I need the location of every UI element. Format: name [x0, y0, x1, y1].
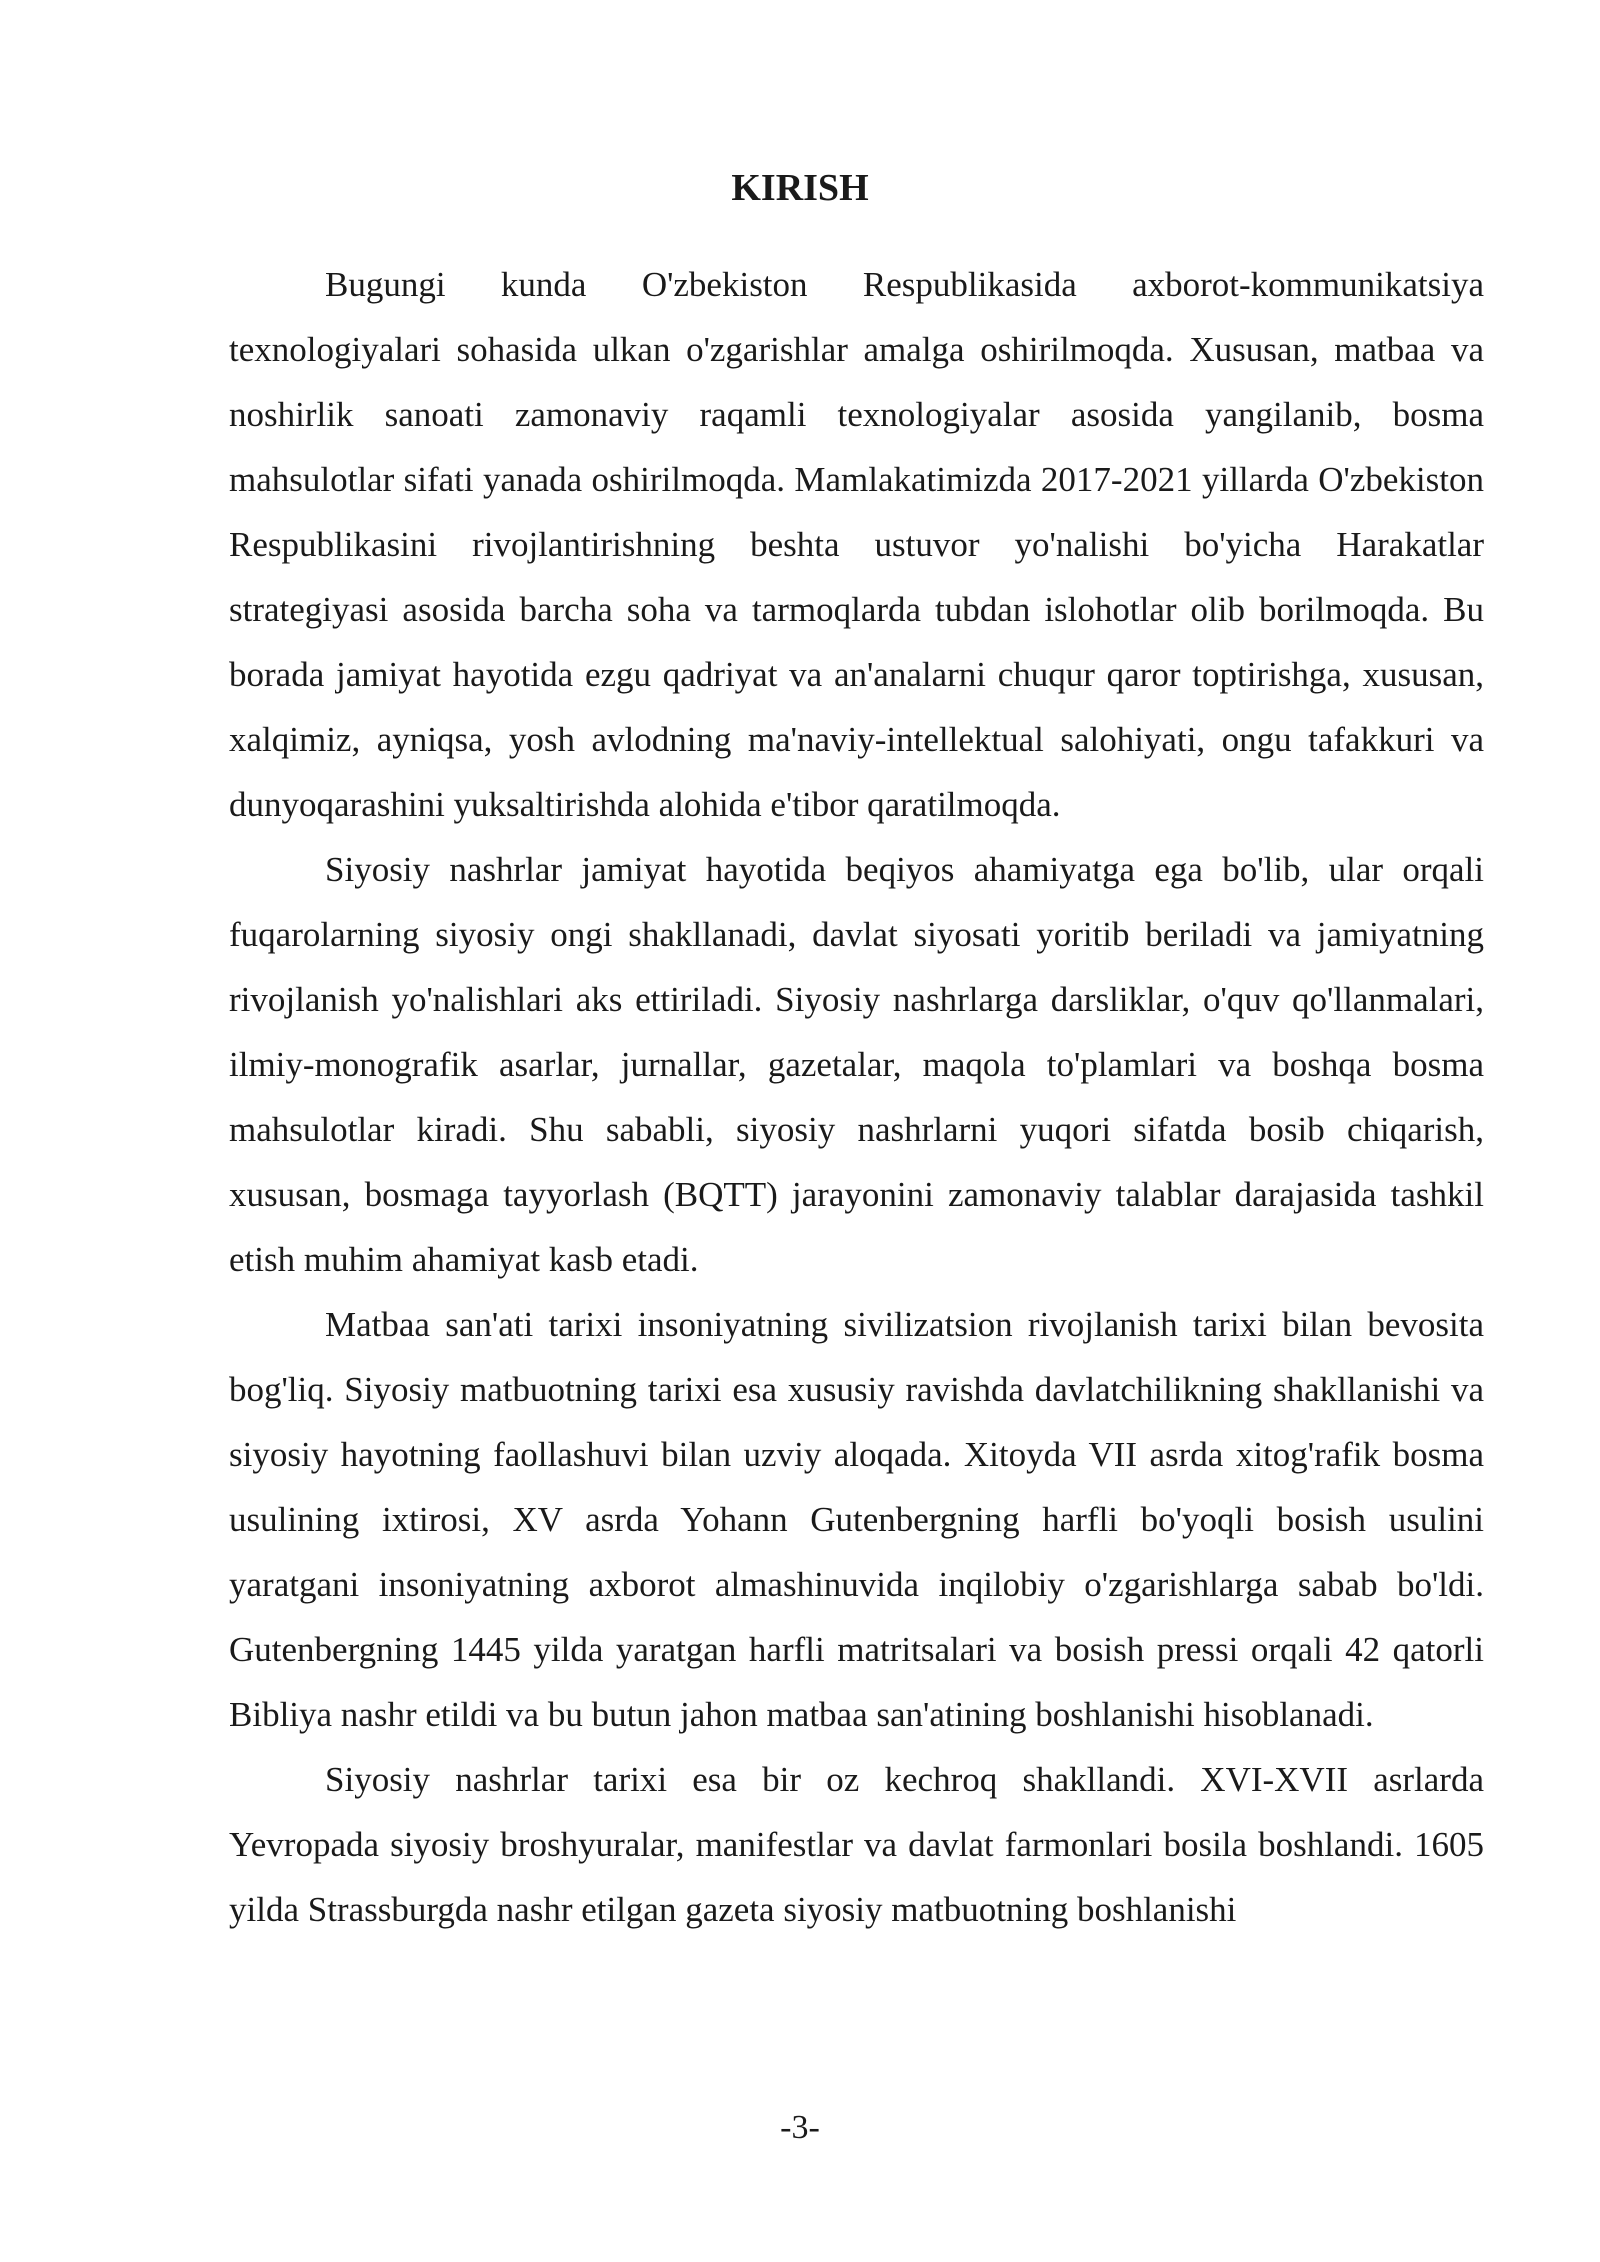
paragraph: Siyosiy nashrlar tarixi esa bir oz kechroq shakllandi. XVI-XVII asrlarda Yevropada siyosiy broshyuralar, manifestlar va davlat farmonlari bosila boshlandi. 1605 yilda Strassburgda nashr etilgan gazeta siyosiy matbuotning boshlanishi: [229, 1760, 1484, 1929]
page-number: -3-: [780, 2109, 820, 2146]
paragraph: Matbaa san'ati tarixi insoniyatning sivilizatsion rivojlanish tarixi bilan bevosita bog'liq. Siyosiy matbuotning tarixi esa xususiy ravishda davlatchilikning shakllanishi va siyosiy hayotning faollashuvi bilan uzviy aloqada. Xitoyda VII asrda xitog'rafik bosma usulining ixtirosi, XV asrda Yohann Gutenbergning harfli bo'yoqli bosish usulini yaratgani insoniyatning axborot almashinuvida inqilobiy o'zgarishlarga sabab bo'ldi. Gutenbergning 1445 yilda yaratgan harfli matritsalari va bosish pressi orqali 42 qatorli Bibliya nashr etildi va bu butun jahon matbaa san'atining boshlanishi hisoblanadi.: [229, 1305, 1484, 1734]
document-body: [229, 252, 1484, 1942]
paragraph: Bugungi kunda O'zbekiston Respublikasida axborot-kommunikatsiya texnologiyalari sohasida ulkan o'zgarishlar amalga oshirilmoqda. Xususan, matbaa va noshirlik sanoati zamonaviy raqamli texnologiyalar asosida yangilanib, bosma mahsulotlar sifati yanada oshirilmoqda. Mamlakatimizda 2017-2021 yillarda O'zbekiston Respublikasini rivojlantirishning beshta ustuvor yo'nalishi bo'yicha Harakatlar strategiyasi asosida barcha soha va tarmoqlarda tubdan islohotlar olib borilmoqda. Bu borada jamiyat hayotida ezgu qadriyat va an'analarni chuqur qaror toptirishga, xususan, xalqimiz, ayniqsa, yosh avlodning ma'naviy-intellektual salohiyati, ongu tafakkuri va dunyoqarashini yuksaltirishda alohida e'tibor qaratilmoqda.: [229, 265, 1484, 824]
document-title: KIRISH: [731, 167, 869, 209]
paragraph: Siyosiy nashrlar jamiyat hayotida beqiyos ahamiyatga ega bo'lib, ular orqali fuqarolarning siyosiy ongi shakllanadi, davlat siyosati yoritib beriladi va jamiyatning rivojlanish yo'nalishlari aks ettiriladi. Siyosiy nashrlarga darsliklar, o'quv qo'llanmalari, ilmiy-monografik asarlar, jurnallar, gazetalar, maqola to'plamlari va boshqa bosma mahsulotlar kiradi. Shu sababli, siyosiy nashrlarni yuqori sifatda bosib chiqarish, xususan, bosmaga tayyorlash (BQTT) jarayonini zamonaviy talablar darajasida tashkil etish muhim ahamiyat kasb etadi.: [229, 850, 1484, 1279]
